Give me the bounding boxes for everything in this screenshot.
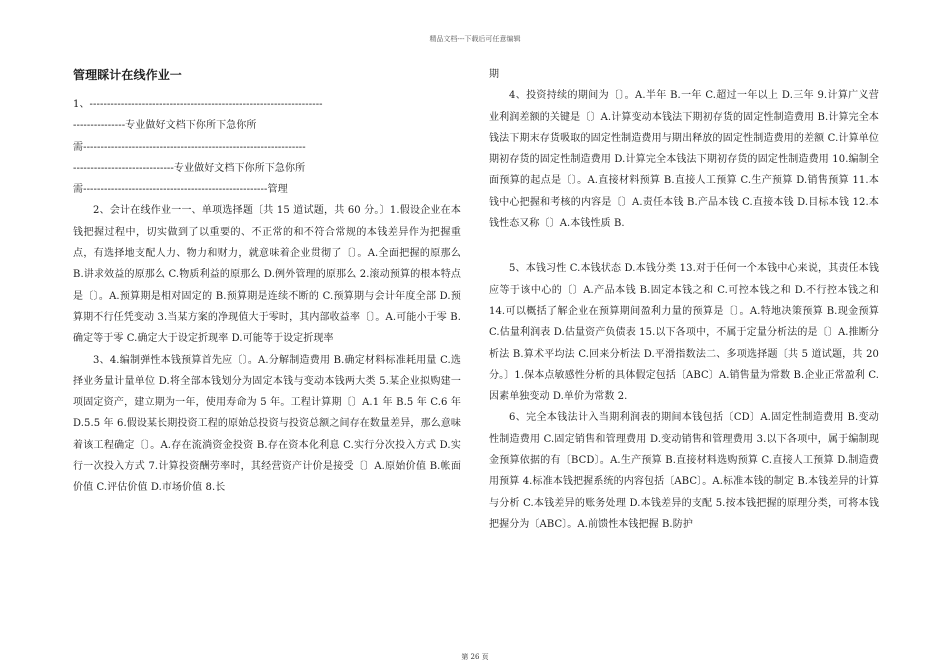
paragraph-gap bbox=[489, 234, 879, 258]
page-number: 第 26 页 bbox=[461, 653, 489, 661]
paragraph-left-1: 2、会计在线作业一一、单项选择题〔共 15 道试题，共 60 分。〕1.假设企业在本钱把握过程中，切实做到了以重要的、不正常的和不符合常规的本钱差异作为把握重点，有选择地支配人力、物力和财力，就意味着企业贯彻了〔〕。A.全面把握的原那么 B.讲求效益的原那么 C.物质利益的原那么 D.例外管理的原那么 2.滚动预算的根本特点是〔〕。A.预算期是相对固定的 B.预算期是连续不断的 C.预算期与会计年度全部 D.预算期不行任凭变动 3.当某方案的净现值大于零时，其内部收益率〔〕。A.可能小于零 B.确定等于零 C.确定大于设定折现率 D.可能等于设定折现率 bbox=[73, 205, 461, 345]
dash-line-2: ---------------专业做好文档下你所下急你所 bbox=[73, 120, 257, 132]
paragraph-right-2: 5、本钱习性 C.本钱状态 D.本钱分类 13.对于任何一个本钱中心来说，其责任本钱应等于该中心的〔〕A.产品本钱 B.固定本钱之和 C.可控本钱之和 D.不行控本钱之和 14.可以概括了解企业在预算期间盈利力量的预算是〔〕。A.特地决策预算 B.现金预算 C.估量利润表 D.估量资产负债表 15.以下各项中，不属于定量分析法的是〔〕A.推断分析法 B.算术平均法 C.回来分析法 D.平滑指数法二、多项选择题〔共 5 道试题，共 20 分。〕1.保本点敏感性分析的具体假定包括〔ABC〕A.销售量为常数 B.企业正常盈利 C.因素单独变动 D.单价为常数 2. bbox=[489, 263, 879, 403]
dash-line-3: 需---------------------------------------------------------------- bbox=[73, 141, 306, 153]
paragraph-right-0: 期 bbox=[489, 69, 500, 80]
dash-line-4: -----------------------------专业做好文档下你所下急你所 bbox=[73, 162, 306, 174]
dash-line-1: 1、------------------------------------------------------------------- bbox=[73, 99, 323, 110]
paragraph-right-1: 4、投资持续的期间为〔〕。A.半年 B.一年 C.超过一年以上 D.三年 9.计算广义营业利润差额的关键是〔〕A.计算变动本钱法下期初存货的固定性制造费用 B.计算完全本钱法下期末存货吸取的固定性制造费用与期出释放的固定性制造费用的差额 C.计算单位期初存货的固定性制造费用 D.计算完全本钱法下期初存货的固定性制造费用 10.编制全面预算的起点是〔〕。A.直接材料预算 B.直接人工预算 C.生产预算 D.销售预算 11.本钱中心把握和考核的内容是〔〕A.责任本钱 B.产品本钱 C.直接本钱 D.目标本钱 12.本钱性态又称〔〕A.本钱性质 B. bbox=[489, 90, 879, 230]
left-column bbox=[73, 64, 461, 499]
right-column bbox=[489, 64, 879, 535]
paragraph-left-2: 3、4.编制弹性本钱预算首先应〔〕。A.分解制造费用 B.确定材料标准耗用量 C.选择业务量计量单位 D.将全部本钱划分为固定本钱与变动本钱两大类 5.某企业拟购建一项固定资产，建立期为一年，使用寿命为 5 年。工程计算期〔〕A.1 年 B.5 年 C.6 年 D.5.5 年 6.假设某长期投资工程的原始总投资与投资总额之间存在数量差异，那么意味着该工程确定〔〕。A.存在流淌资金投资 B.存在资本化利息 C.实行分次投入方式 D.实行一次投入方式 7.计算投资酬劳率时，其经营资产计价是接受〔〕A.原始价值 B.帐面价值 C.评估价值 D.市场价值 8.长 bbox=[73, 354, 461, 494]
page-header-note: 精品文档---下载后可任意编辑 bbox=[429, 35, 521, 43]
dash-line-5: 需-----------------------------------------------------管理 bbox=[73, 184, 288, 196]
paragraph-right-3: 6、完全本钱法计入当期利润表的期间本钱包括〔CD〕A.固定性制造费用 B.变动性制造费用 C.固定销售和管理费用 D.变动销售和管理费用 3.以下各项中，属于编制现金预算依据的有〔BCD〕。A.生产预算 B.直接材料选购预算 C.直接人工预算 D.制造费用预算 4.标准本钱把握系统的内容包括〔ABC〕。A.标准本钱的制定 B.本钱差异的计算与分析 C.本钱差异的账务处理 D.本钱差异的支配 5.按本钱把握的原理分类，可将本钱把握分为〔ABC〕。A.前馈性本钱把握 B.防护 bbox=[489, 412, 879, 530]
document-title: 管理睬计在线作业一 bbox=[73, 68, 182, 82]
